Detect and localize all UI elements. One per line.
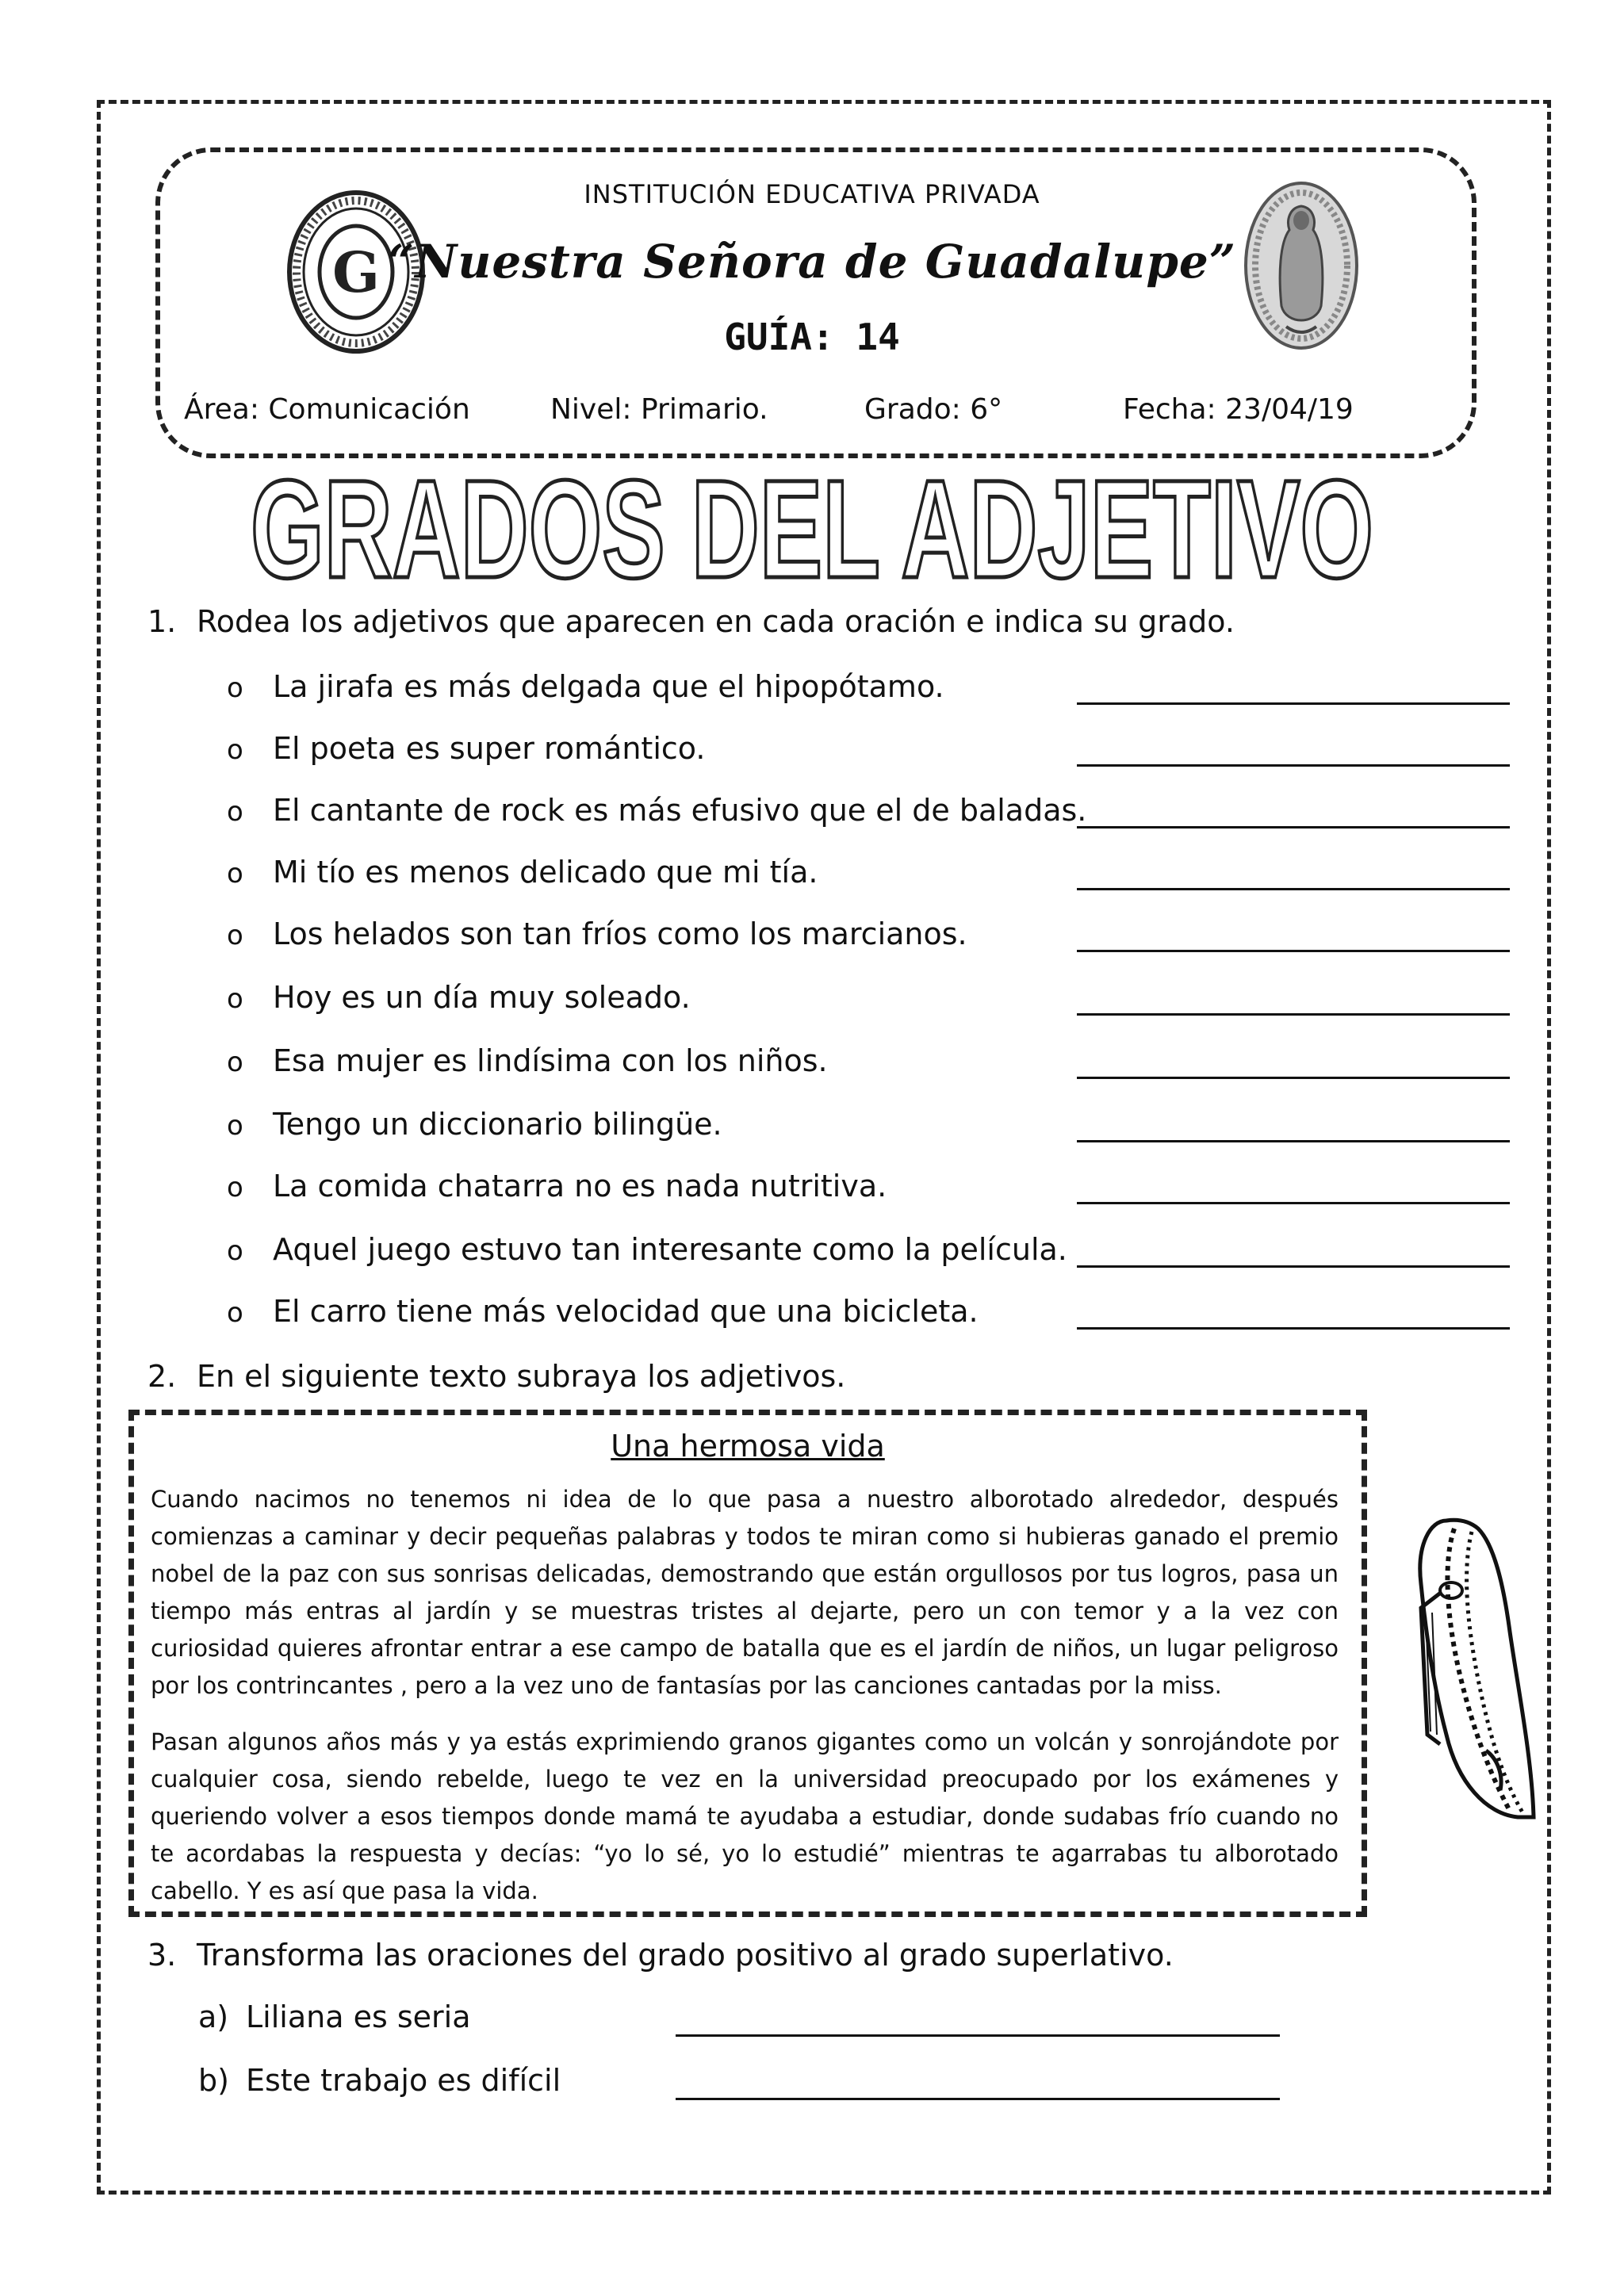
exercise-sentence: Esa mujer es lindísima con los niños. (273, 1043, 828, 1078)
question-2-number: 2. (147, 1359, 177, 1394)
bullet: o (227, 1297, 243, 1329)
area-field: Área: Comunicación (184, 393, 470, 426)
date-field: Fecha: 23/04/19 (1123, 393, 1354, 426)
exercise-sentence: La comida chatarra no es nada nutritiva. (273, 1169, 887, 1203)
harpist-illustration (1399, 1497, 1540, 1822)
question-2-text: En el siguiente texto subraya los adjetivos. (197, 1359, 846, 1394)
transform-item (198, 1999, 470, 2034)
bullet: o (227, 1235, 243, 1267)
institution-type: INSTITUCIÓN EDUCATIVA PRIVADA (584, 179, 1040, 209)
exercise-item (227, 731, 705, 766)
question-3 (147, 1938, 1174, 1973)
bullet: o (227, 983, 243, 1015)
item-letter: b) (198, 2063, 229, 2098)
exercise-sentence: Los helados son tan fríos como los marcianos. (273, 916, 967, 951)
exercise-item (227, 1232, 1067, 1267)
question-3-text: Transforma las oraciones del grado positivo al grado superlativo. (197, 1938, 1174, 1973)
transform-item (198, 2063, 561, 2098)
answer-line[interactable] (1077, 1202, 1510, 1204)
exercise-sentence: Tengo un diccionario bilingüe. (273, 1107, 722, 1142)
answer-line[interactable] (676, 2098, 1280, 2100)
answer-line[interactable] (1077, 1013, 1510, 1016)
answer-line[interactable] (1077, 1327, 1510, 1330)
level-field: Nivel: Primario. (550, 393, 768, 426)
item-letter: a) (198, 1999, 229, 2034)
guide-number: GUÍA: 14 (724, 316, 900, 358)
exercise-item (227, 980, 691, 1015)
institution-name: “Nuestra Señora de Guadalupe” (387, 235, 1237, 289)
bullet: o (227, 672, 243, 704)
bullet: o (227, 1047, 243, 1078)
worksheet-title (0, 471, 1624, 590)
exercise-item (227, 1043, 828, 1078)
answer-line[interactable] (1077, 1265, 1510, 1268)
question-2 (147, 1359, 845, 1394)
exercise-item (227, 1169, 887, 1203)
answer-line[interactable] (1077, 702, 1510, 705)
exercise-sentence: El cantante de rock es más efusivo que el de baladas. (273, 793, 1087, 828)
question-1 (147, 604, 1235, 639)
exercise-sentence: El poeta es super romántico. (273, 731, 706, 766)
exercise-item (227, 793, 1086, 828)
exercise-sentence: Aquel juego estuvo tan interesante como la película. (273, 1232, 1067, 1267)
question-1-text: Rodea los adjetivos que aparecen en cada oración e indica su grado. (197, 604, 1235, 639)
answer-line[interactable] (1077, 888, 1510, 890)
bullet: o (227, 920, 243, 951)
bullet: o (227, 734, 243, 766)
question-3-number: 3. (147, 1938, 177, 1973)
answer-line[interactable] (1077, 1140, 1510, 1142)
exercise-sentence: Mi tío es menos delicado que mi tía. (273, 855, 818, 890)
story-paragraph-1: Cuando nacimos no tenemos ni idea de lo que pasa a nuestro alborotado alrededor, después comienzas a caminar y decir pequeñas palabras y todos te miran como si hubieras ganado el premio nobel de la paz con sus sonrisas delicadas, demostrando que están orgullosos por tus logros, pasa un tiempo más entras al jardín y se muestras tristes al dejarte, pero un con temor y a la vez con curiosidad quieres afrontar entrar a ese campo de batalla que es el jardín de niños, un lugar peligroso por los contrincantes , pero a la vez uno de fantasías por las canciones cantadas por la miss. (151, 1486, 1339, 1699)
exercise-item (227, 1107, 722, 1142)
answer-line[interactable] (676, 2034, 1280, 2037)
story-title: Una hermosa vida (611, 1429, 885, 1464)
exercise-item (227, 1294, 979, 1329)
exercise-item (227, 669, 944, 704)
answer-line[interactable] (1077, 950, 1510, 952)
exercise-sentence: El carro tiene más velocidad que una bicicleta. (273, 1294, 979, 1329)
grade-field: Grado: 6° (864, 393, 1003, 426)
story-paragraph-2: Pasan algunos años más y ya estás exprimiendo granos gigantes como un volcán y sonrojándote por cualquier cosa, siendo rebelde, luego te vez en la universidad preocupado por los exámenes y queriendo volver a esos tiempos donde mamá te ayudaba a estudiar, donde sudabas frío cuando no te acordabas la respuesta y decías: “yo lo sé, yo lo estudié” mientras te agarrabas tu alborotado cabello. Y es así que pasa la vida. (151, 1728, 1339, 1904)
exercise-sentence: La jirafa es más delgada que el hipopótamo. (273, 669, 944, 704)
bullet: o (227, 1172, 243, 1203)
question-1-number: 1. (147, 604, 177, 639)
answer-line[interactable] (1077, 826, 1510, 828)
bullet: o (227, 858, 243, 890)
exercise-item (227, 855, 818, 890)
exercise-sentence: Hoy es un día muy soleado. (273, 980, 691, 1015)
bullet: o (227, 1110, 243, 1142)
bullet: o (227, 796, 243, 828)
item-sentence: Este trabajo es difícil (246, 2063, 561, 2098)
seal-letter: G (332, 239, 380, 305)
worksheet-title-text: GRADOS DEL ADJETIVO (251, 471, 1373, 590)
answer-line[interactable] (1077, 1077, 1510, 1079)
item-sentence: Liliana es seria (246, 1999, 471, 2034)
exercise-item (227, 916, 967, 951)
answer-line[interactable] (1077, 764, 1510, 767)
